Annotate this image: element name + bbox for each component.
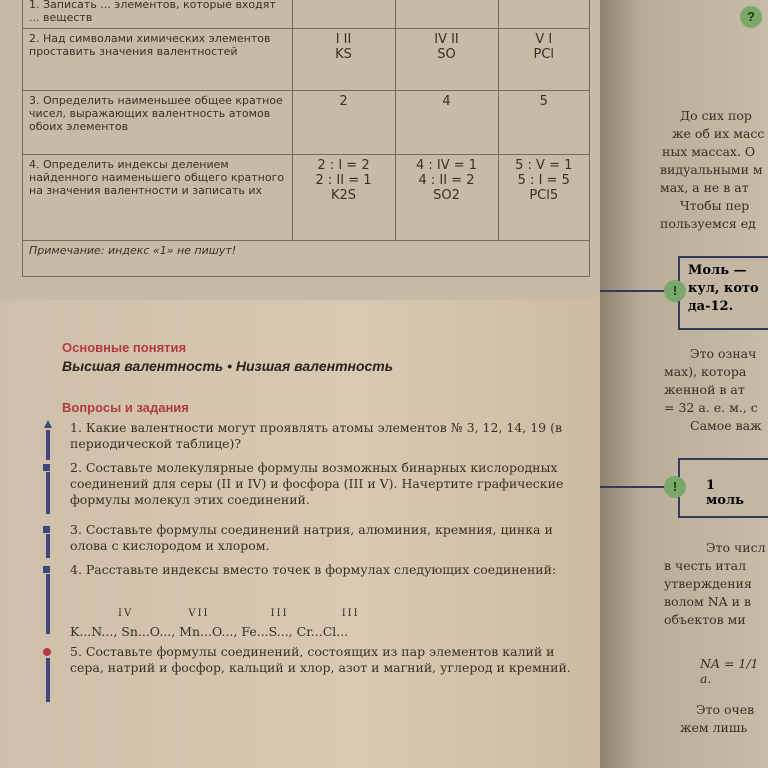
level-square-icon (43, 566, 50, 573)
right-line: = 32 а. е. м., с (664, 400, 758, 415)
table-cell: 2 (292, 91, 395, 155)
valency-table (22, 0, 590, 277)
right-line: Это очев (696, 702, 755, 717)
right-line: Это означ (690, 346, 757, 361)
table-row (23, 29, 590, 91)
right-line: объектов ми (664, 612, 746, 627)
right-line: До сих пор (680, 108, 752, 123)
level-marker (46, 658, 50, 702)
questions-heading: Вопросы и задания (62, 400, 189, 415)
main-concepts-text: Высшая валентность • Низшая валентность (62, 358, 394, 374)
right-line: мах, а не в ат (660, 180, 749, 195)
question-3: 3. Составьте формулы соединений натрия, алюминия, кремния, цинка и олова с кислородом и хлором. (70, 522, 553, 553)
right-line: женной в ат (664, 382, 745, 397)
level-marker (46, 430, 50, 460)
level-square-icon (43, 464, 50, 471)
table-cell: 5 : V = 1 5 : I = 5 PCl5 (498, 155, 589, 241)
table-cell: 2 : I = 2 2 : II = 1 K2S (292, 155, 395, 241)
definition-box: 1 моль (678, 458, 768, 518)
right-line: утверждения (664, 576, 752, 591)
table-note: Примечание: индекс «1» не пишут! (23, 241, 590, 277)
table-cell: 4 (395, 91, 498, 155)
table-row (23, 91, 590, 155)
exclamation-icon: ! (664, 476, 686, 498)
question-1: 1. Какие валентности могут проявлять атомы элементов № 3, 12, 14, 19 (в периодической таблице)? (70, 420, 563, 451)
definition-box: Моль — кул, кото да-12. (678, 256, 768, 330)
table-cell: 4. Определить индексы делением найденного наименьшего общего кратного на значения валентности и записать их (23, 155, 293, 241)
level-marker (46, 574, 50, 634)
level-marker (46, 534, 50, 558)
right-line: пользуемся ед (660, 216, 756, 231)
right-line: Чтобы пер (680, 198, 750, 213)
right-line: же об их масс (672, 126, 765, 141)
level-square-icon (43, 526, 50, 533)
level-marker (46, 472, 50, 514)
table-row (23, 0, 590, 29)
valency-superscripts: IV VII III III (118, 608, 360, 619)
table-row (23, 155, 590, 241)
question-4: 4. Расставьте индексы вместо точек в формулах следующих соединений: (70, 562, 557, 577)
table-cell: IV II SO (395, 29, 498, 91)
right-line: в честь итал (664, 558, 747, 573)
table-cell (498, 0, 589, 29)
question-2: 2. Составьте молекулярные формулы возможных бинарных кислородных соединений для серы (II и IV) и фосфора (III и V). Начертите графические формулы молекул этих соединений. (70, 460, 564, 507)
question-icon: ? (740, 6, 762, 28)
table-cell: 1. Записать ... элементов, которые входят ... веществ (23, 0, 293, 29)
level-triangle-icon (44, 420, 52, 428)
right-line: мах), котора (664, 364, 747, 379)
table-cell: V I PCl (498, 29, 589, 91)
avogadro-formula: NA = 1/1 a. (700, 656, 759, 686)
table-cell: I II KS (292, 29, 395, 91)
right-line: Самое важ (690, 418, 762, 433)
right-line: Это числ (706, 540, 766, 555)
table-cell: 4 : IV = 1 4 : II = 2 SO2 (395, 155, 498, 241)
right-line: жем лишь (680, 720, 748, 735)
exclamation-icon: ! (664, 280, 686, 302)
table-cell: 5 (498, 91, 589, 155)
table-cell (292, 0, 395, 29)
table-cell: 3. Определить наименьшее общее кратное чисел, выражающих валентность атомов обоих элементов (23, 91, 293, 155)
right-line: волом NA и в (664, 594, 752, 609)
main-concepts-heading: Основные понятия (62, 340, 187, 355)
question-4-formulas: K...N..., Sn...O..., Mn...O..., Fe...S..., Cr...Cl... (70, 624, 349, 639)
level-dot-icon (43, 648, 51, 656)
right-line: видуальными м (660, 162, 763, 177)
table-row (23, 241, 590, 277)
right-line: ных массах. О (662, 144, 756, 159)
valency-table-area (0, 0, 600, 300)
question-5: 5. Составьте формулы соединений, состоящих из пар элементов калий и сера, натрий и фосфор, кальций и хлор, азот и магний, углерод и кремний. (70, 644, 571, 675)
table-cell: 2. Над символами химических элементов проставить значения валентностей (23, 29, 293, 91)
table-cell (395, 0, 498, 29)
